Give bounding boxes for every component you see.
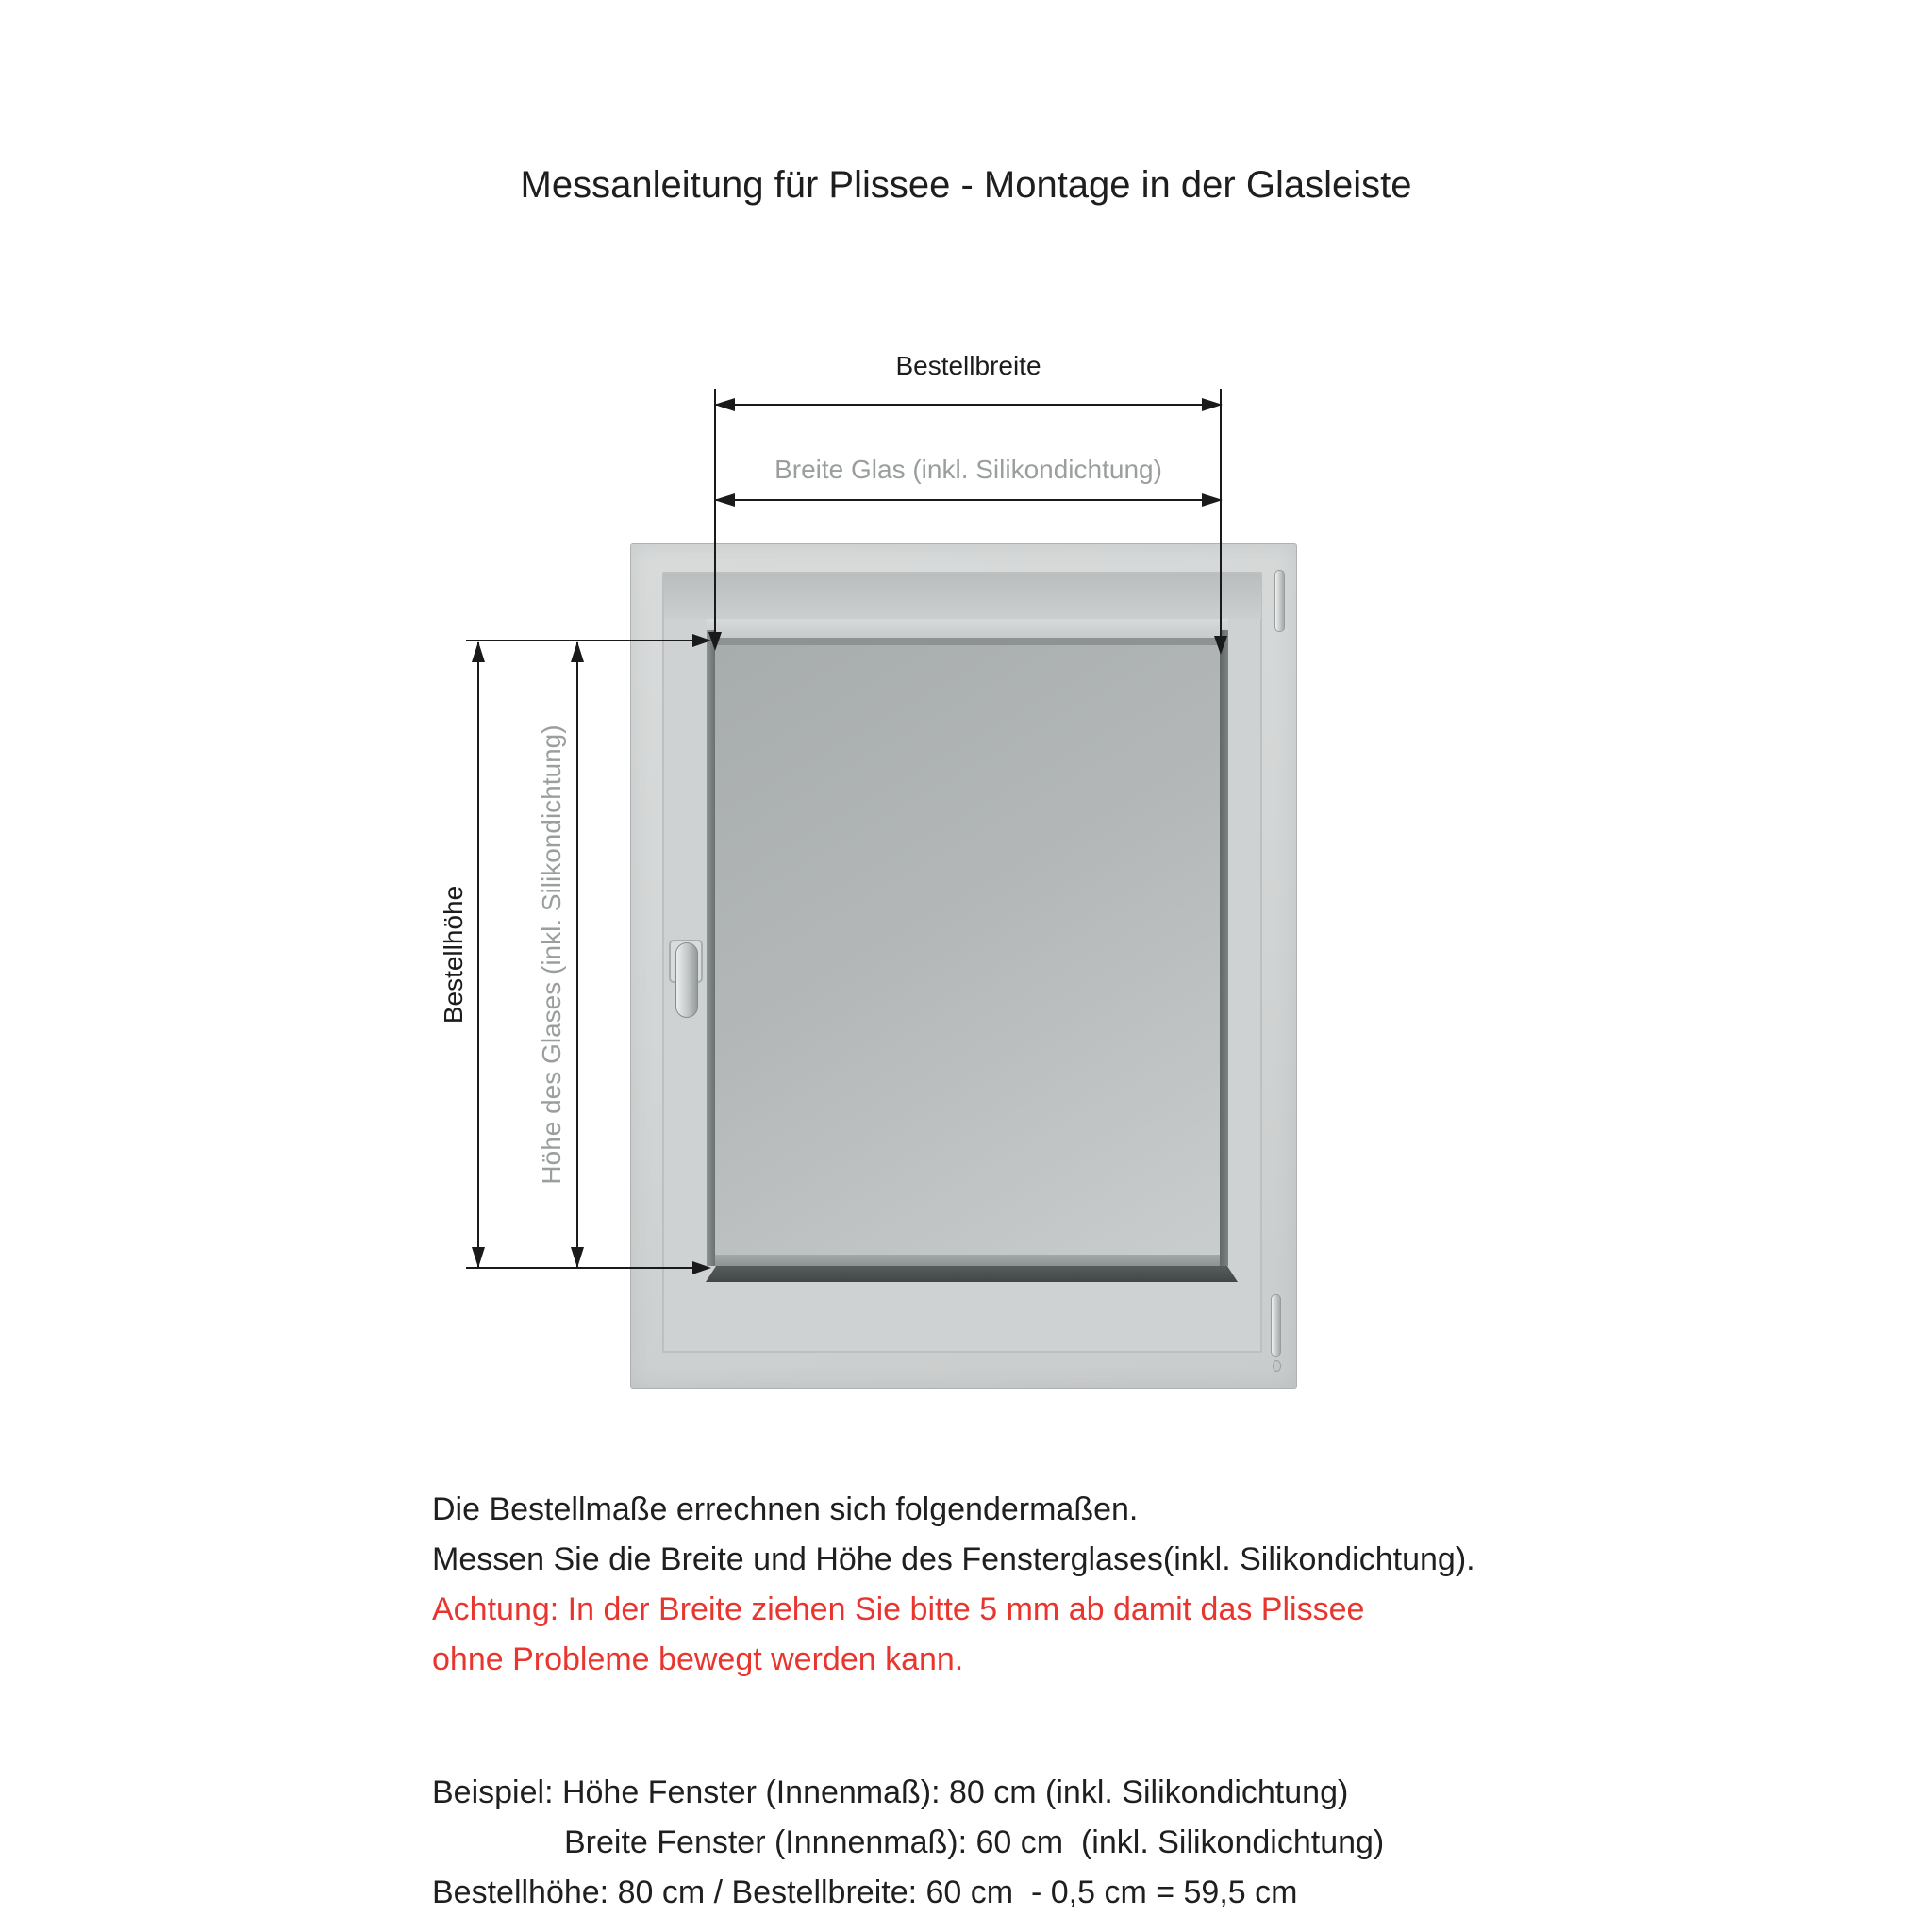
glazing-bead-right bbox=[1220, 630, 1228, 1266]
extension-line-top bbox=[466, 640, 692, 641]
window-hinge-bottom-icon bbox=[1271, 1294, 1281, 1357]
glazing-bead-top bbox=[707, 619, 1228, 645]
extension-line-bottom bbox=[466, 1267, 692, 1269]
window-hinge-foot bbox=[1273, 1360, 1281, 1372]
instruction-text-block bbox=[432, 1485, 1621, 1918]
page-title: Messanleitung für Plissee - Montage in der Glasleiste bbox=[520, 164, 1412, 206]
glass-height-label: Höhe des Glases (inkl. Silikondichtung) bbox=[537, 724, 566, 1185]
order-height-label: Bestellhöhe bbox=[439, 885, 468, 1024]
instruction-line-2: Messen Sie die Breite und Höhe des Fensterglases(inkl. Silikondichtung). bbox=[432, 1541, 1475, 1577]
extension-line-left bbox=[714, 389, 716, 632]
example-line-2: Breite Fenster (Innnenmaß): 60 cm (inkl. Silikondichtung) bbox=[564, 1824, 1385, 1860]
glass-height-arrow bbox=[576, 642, 578, 1267]
window-hinge-top-icon bbox=[1274, 570, 1285, 632]
instruction-line-1: Die Bestellmaße errechnen sich folgendermaßen. bbox=[432, 1491, 1139, 1527]
warning-line-1: Achtung: In der Breite ziehen Sie bitte 5 mm ab damit das Plissee bbox=[432, 1591, 1365, 1627]
window-top-band bbox=[664, 574, 1261, 619]
window-illustration bbox=[630, 543, 1297, 1389]
window-handle-icon bbox=[675, 942, 698, 1018]
example-line-1: Beispiel: Höhe Fenster (Innenmaß): 80 cm (inkl. Silikondichtung) bbox=[432, 1774, 1349, 1810]
glazing-bead-bottom-sill bbox=[706, 1266, 1238, 1282]
order-width-arrow bbox=[715, 404, 1222, 406]
window-glass bbox=[715, 645, 1220, 1255]
extension-line-right bbox=[1220, 389, 1222, 636]
example-line-3: Bestellhöhe: 80 cm / Bestellbreite: 60 cm - 0,5 cm = 59,5 cm bbox=[432, 1874, 1298, 1910]
glass-width-arrow bbox=[715, 499, 1222, 501]
order-width-label: Bestellbreite bbox=[895, 351, 1041, 380]
glass-width-label: Breite Glas (inkl. Silikondichtung) bbox=[774, 455, 1162, 484]
glazing-bead-left bbox=[707, 630, 715, 1266]
glass-bottom-bevel bbox=[715, 1255, 1220, 1266]
warning-line-2: ohne Probleme bewegt werden kann. bbox=[432, 1641, 964, 1677]
order-height-arrow bbox=[477, 642, 479, 1267]
